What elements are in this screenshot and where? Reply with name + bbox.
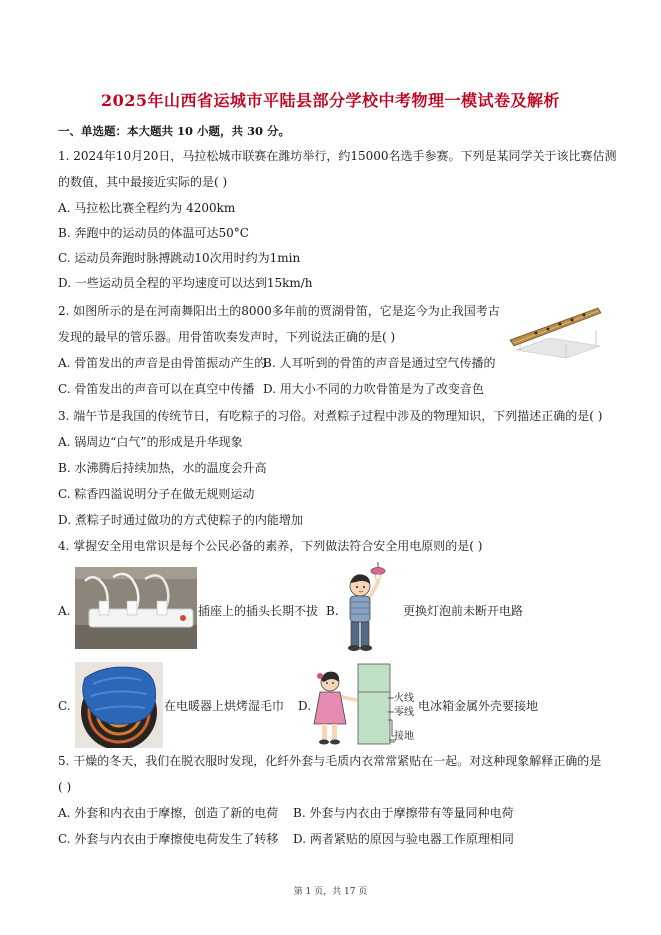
q2-option-b: B. 人耳听到的骨笛的声音是通过空气传播的 bbox=[263, 356, 496, 370]
q1-option-c: C. 运动员奔跑时脉搏跳动10次用时约为1min bbox=[58, 251, 301, 265]
q4-option-c-text: 在电暖器上烘烤湿毛巾 bbox=[164, 699, 285, 713]
fridge-grounding-image bbox=[312, 662, 394, 748]
q5-stem-line2: ( ) bbox=[58, 780, 72, 794]
q4-option-b-letter: B. bbox=[326, 604, 339, 618]
q2-option-c: C. 骨笛发出的声音可以在真空中传播 bbox=[58, 382, 255, 396]
q2-stem-line1: 2. 如图所示的是在河南舞阳出土的8000多年前的贾湖骨笛，它是迄今为止我国考古 bbox=[58, 304, 500, 318]
q4-option-d-text: 电冰箱金属外壳要接地 bbox=[418, 699, 539, 713]
q2-option-d: D. 用大小不同的力吹骨笛是为了改变音色 bbox=[263, 382, 484, 396]
q3-option-b: B. 水沸腾后持续加热，水的温度会升高 bbox=[58, 461, 267, 475]
q5-stem-line1: 5. 干燥的冬天，我们在脱衣服时发现，化纤外套与毛质内衣常常紧贴在一起。对这种现象解释正确的是 bbox=[58, 754, 602, 768]
q4-stem: 4. 掌握安全用电常识是每个公民必备的素养，下列做法符合安全用电原则的是( ) bbox=[58, 539, 483, 553]
power-strip-image bbox=[75, 567, 197, 649]
q5-option-a: A. 外套和内衣由于摩擦，创造了新的电荷 bbox=[58, 806, 279, 820]
q2-stem-line2: 发现的最早的管乐器。用骨笛吹奏发声时，下列说法正确的是( ) bbox=[58, 330, 396, 344]
q3-option-a: A. 锅周边“白气”的形成是升华现象 bbox=[58, 435, 243, 449]
q5-option-b: B. 外套与内衣由于摩擦带有等量同种电荷 bbox=[293, 806, 514, 820]
q3-option-c: C. 粽香四溢说明分子在做无规则运动 bbox=[58, 487, 255, 501]
ground-wire-label: 接地 bbox=[394, 731, 414, 742]
page-number: 第 1 页，共 17 页 bbox=[293, 887, 368, 897]
wires-diagram bbox=[388, 690, 416, 746]
fire-wire-label: 火线 bbox=[394, 693, 414, 704]
q3-option-d: D. 煮粽子时通过做功的方式使粽子的内能增加 bbox=[58, 513, 303, 527]
q1-option-d: D. 一些运动员全程的平均速度可以达到15km/h bbox=[58, 276, 313, 290]
section-heading: 一、单选题：本大题共 10 小题，共 30 分。 bbox=[58, 124, 291, 138]
q1-stem-line2: 的数值，其中最接近实际的是( ) bbox=[58, 175, 228, 189]
q5-option-d: D. 两者紧贴的原因与验电器工作原理相同 bbox=[293, 832, 514, 846]
q1-option-b: B. 奔跑中的运动员的体温可达50°C bbox=[58, 226, 249, 240]
boy-changing-bulb-image bbox=[338, 560, 398, 656]
zero-wire-label: 零线 bbox=[394, 707, 414, 718]
q5-option-c: C. 外套与内衣由于摩擦使电荷发生了转移 bbox=[58, 832, 279, 846]
q4-option-a-letter: A. bbox=[58, 604, 71, 618]
q2-option-a: A. 骨笛发出的声音是由骨笛振动产生的 bbox=[58, 356, 267, 370]
heater-towel-image bbox=[75, 662, 163, 748]
q4-option-c-letter: C. bbox=[58, 699, 71, 713]
q4-option-b-text: 更换灯泡前未断开电路 bbox=[403, 604, 524, 618]
q4-option-a-text: 插座上的插头长期不拔 bbox=[198, 604, 319, 618]
page-title: 2025年山西省运城市平陆县部分学校中考物理一模试卷及解析 bbox=[100, 91, 561, 110]
q1-option-a: A. 马拉松比赛全程约为 4200km bbox=[58, 201, 236, 215]
q1-stem-line1: 1. 2024年10月20日，马拉松城市联赛在潍坊举行，约15000名选手参赛。下列是某同学关于该比赛估测 bbox=[58, 149, 617, 163]
bone-flute-image bbox=[506, 300, 602, 360]
q3-stem: 3. 端午节是我国的传统节日，有吃粽子的习俗。对煮粽子过程中涉及的物理知识，下列描述正确的是( ) bbox=[58, 409, 603, 423]
q4-option-d-letter: D. bbox=[298, 699, 312, 713]
